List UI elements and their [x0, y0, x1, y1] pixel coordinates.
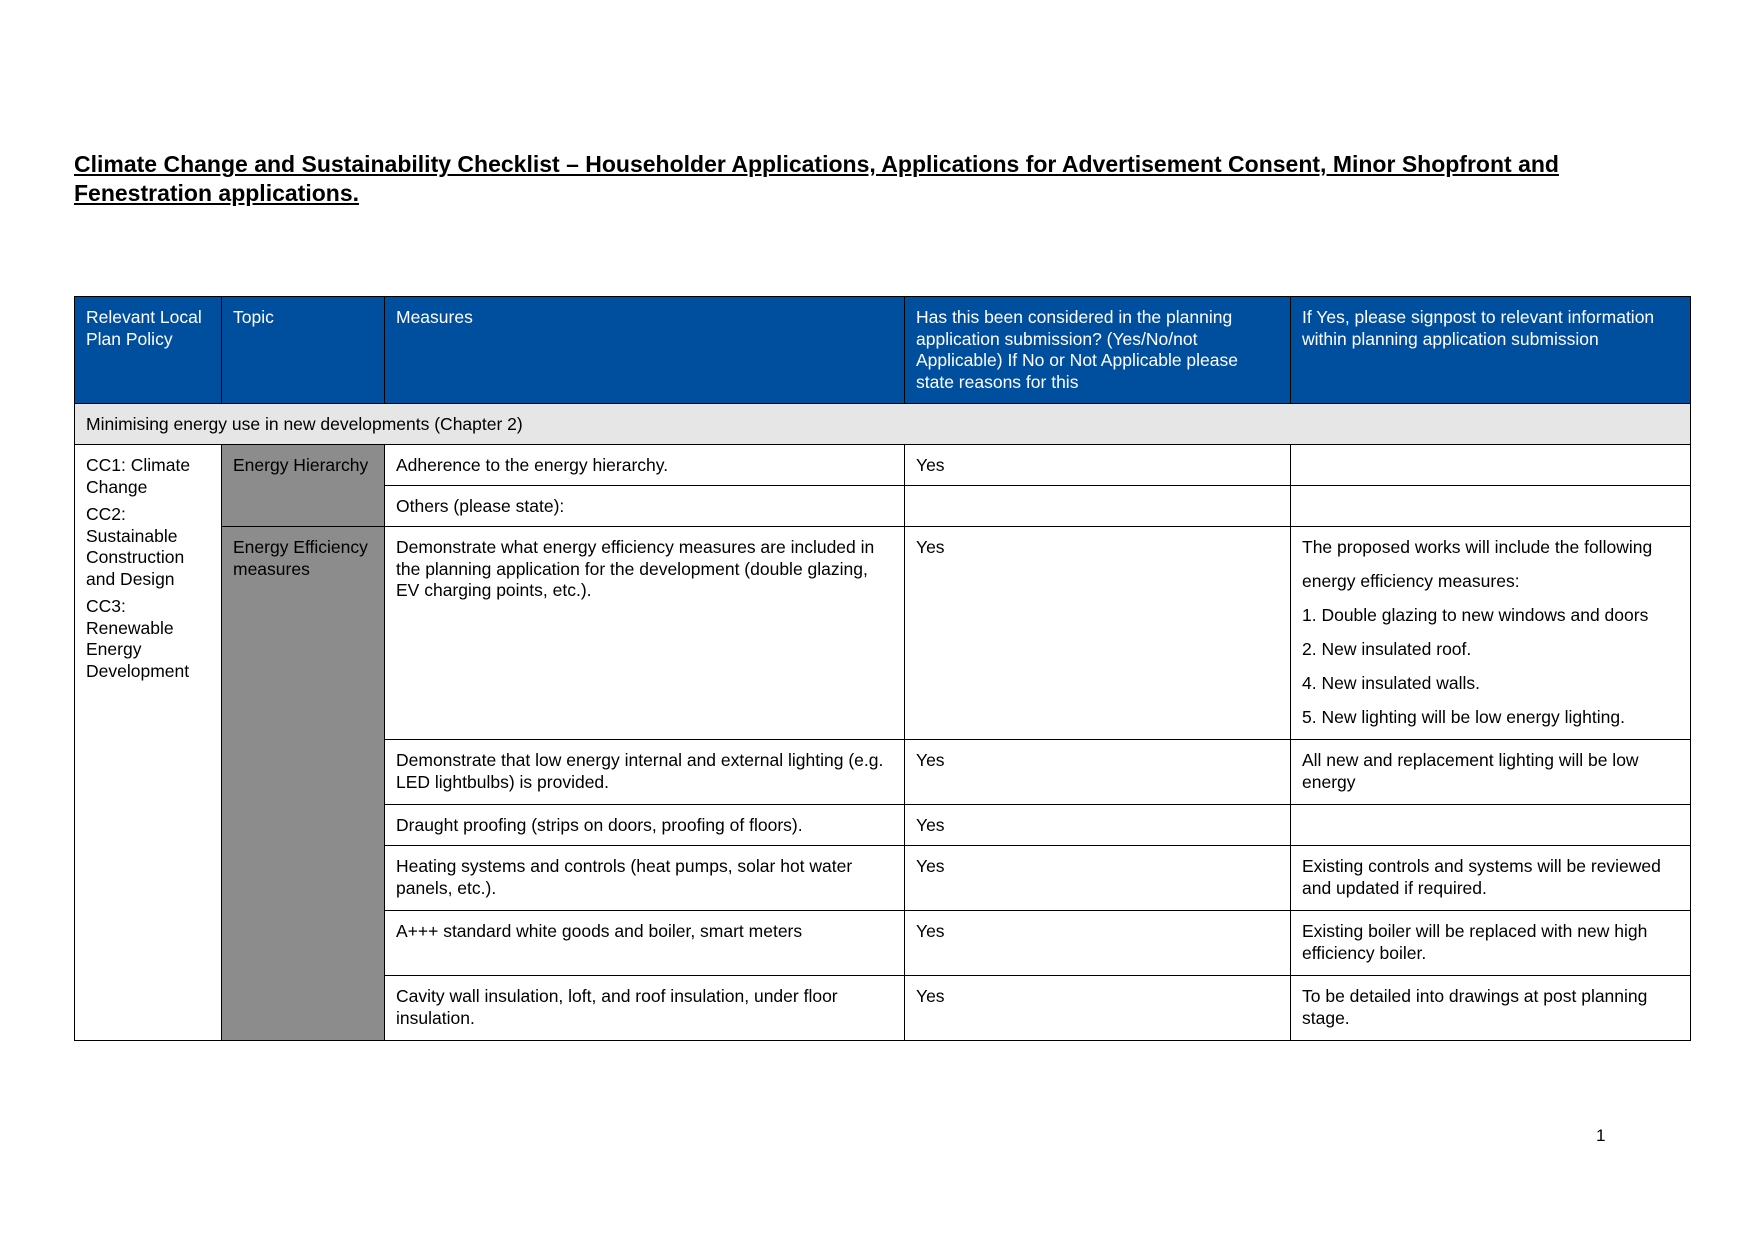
considered-cell: Yes — [905, 805, 1291, 846]
signpost-cell: Existing controls and systems will be reviewed and updated if required. — [1291, 846, 1691, 911]
policy-cc2: CC2: Sustainable Construction and Design — [86, 504, 185, 589]
header-considered: Has this been considered in the planning application submission? (Yes/No/not Applicable) If No or Not Applicable please state reasons for this — [905, 297, 1291, 404]
signpost-cell — [1291, 805, 1691, 846]
table-row — [75, 527, 1691, 740]
header-measures: Measures — [385, 297, 905, 404]
section-row — [75, 404, 1691, 445]
signpost-line: 1. Double glazing to new windows and doors — [1302, 605, 1649, 625]
considered-cell: Yes — [905, 976, 1291, 1041]
signpost-cell: To be detailed into drawings at post planning stage. — [1291, 976, 1691, 1041]
checklist-table — [74, 296, 1691, 1041]
measure-cell: Heating systems and controls (heat pumps, solar hot water panels, etc.). — [385, 846, 905, 911]
measure-cell: Cavity wall insulation, loft, and roof insulation, under floor insulation. — [385, 976, 905, 1041]
signpost-cell: Existing boiler will be replaced with new high efficiency boiler. — [1291, 911, 1691, 976]
signpost-cell: All new and replacement lighting will be low energy — [1291, 740, 1691, 805]
policy-cc1: CC1: Climate Change — [86, 455, 191, 497]
header-policy: Relevant Local Plan Policy — [75, 297, 222, 404]
header-topic: Topic — [222, 297, 385, 404]
signpost-cell — [1291, 486, 1691, 527]
signpost-line: 4. New insulated walls. — [1302, 673, 1480, 693]
signpost-line: 5. New lighting will be low energy lighting. — [1302, 707, 1625, 727]
measure-cell: Demonstrate what energy efficiency measures are included in the planning application for the development (double glazing, EV charging points, etc.). — [385, 527, 905, 740]
signpost-line: The proposed works will include the following — [1302, 537, 1653, 557]
considered-cell: Yes — [905, 445, 1291, 486]
measure-cell: Demonstrate that low energy internal and external lighting (e.g. LED lightbulbs) is provided. — [385, 740, 905, 805]
topic-energy-hierarchy: Energy Hierarchy — [222, 445, 385, 527]
policy-cell — [75, 445, 222, 1041]
table-row — [75, 445, 1691, 486]
section-heading: Minimising energy use in new developments (Chapter 2) — [75, 404, 1691, 445]
considered-cell — [905, 486, 1291, 527]
considered-cell: Yes — [905, 911, 1291, 976]
considered-cell: Yes — [905, 846, 1291, 911]
policy-cc3: CC3: Renewable Energy Development — [86, 596, 190, 681]
measure-cell: A+++ standard white goods and boiler, smart meters — [385, 911, 905, 976]
signpost-line: energy efficiency measures: — [1302, 571, 1520, 591]
document-title: Climate Change and Sustainability Checklist – Householder Applications, Applications for Advertisement Consent, Minor Shopfront and Fenestration applications. — [74, 151, 1559, 206]
header-row — [75, 297, 1691, 404]
header-signpost: If Yes, please signpost to relevant information within planning application submission — [1291, 297, 1691, 404]
measure-cell: Others (please state): — [385, 486, 905, 527]
page-number: 1 — [1596, 1126, 1606, 1145]
signpost-line: 2. New insulated roof. — [1302, 639, 1472, 659]
considered-cell: Yes — [905, 740, 1291, 805]
topic-energy-efficiency: Energy Efficiency measures — [222, 527, 385, 1041]
signpost-cell — [1291, 445, 1691, 486]
considered-cell: Yes — [905, 527, 1291, 740]
measure-cell: Draught proofing (strips on doors, proofing of floors). — [385, 805, 905, 846]
signpost-cell — [1291, 527, 1691, 740]
measure-cell: Adherence to the energy hierarchy. — [385, 445, 905, 486]
